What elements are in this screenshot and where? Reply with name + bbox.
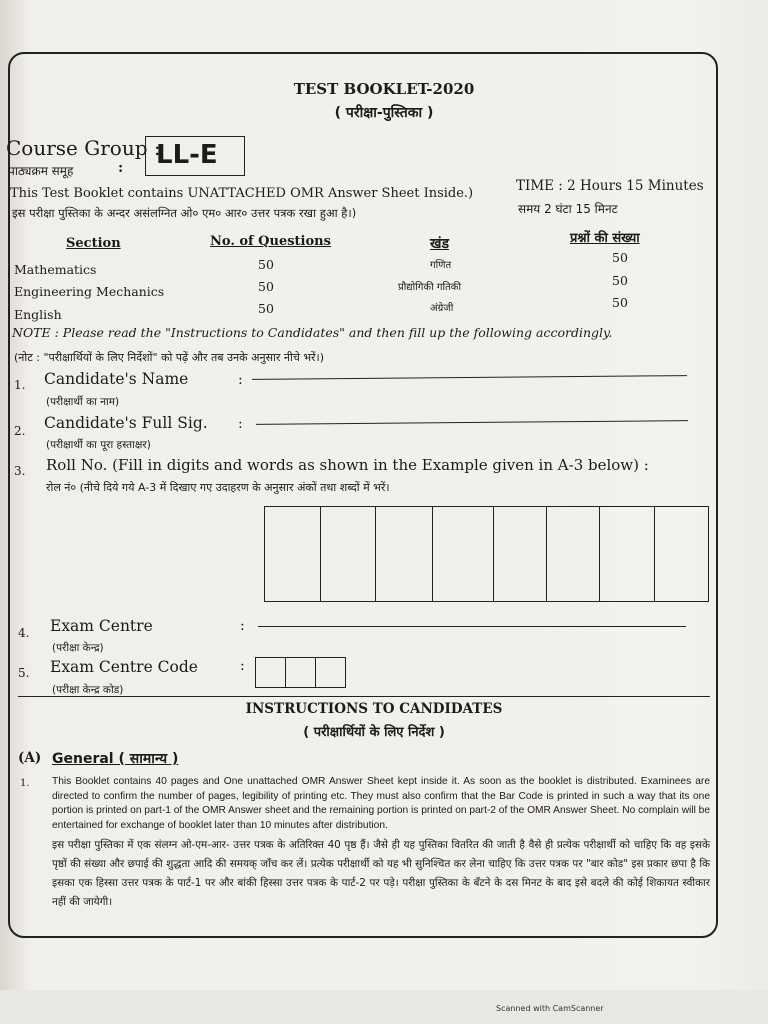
roll-number-cell[interactable] bbox=[599, 506, 655, 602]
booklet-title: TEST BOOKLET-2020 bbox=[293, 80, 475, 98]
roll-number-cell[interactable] bbox=[264, 506, 321, 602]
col-questions-hindi: प्रश्नों की संख्या bbox=[570, 231, 640, 246]
row-name: English bbox=[14, 307, 62, 322]
roll-number-cell[interactable] bbox=[654, 506, 709, 602]
roll-number-label: Roll No. (Fill in digits and words as shown in the Example given in A-3 below) : bbox=[46, 456, 649, 474]
row-name: Mathematics bbox=[14, 262, 97, 277]
exam-centre-label-hindi: (परीक्षा केन्द्र) bbox=[52, 642, 104, 654]
roll-number-label-hindi: रोल नं० (नीचे दिये गये A-3 में दिखाए गए उदाहरण के अनुसार अंकों तथा शब्दों में भरें। bbox=[46, 481, 390, 494]
row-name-hindi: अंग्रेजी bbox=[430, 303, 454, 314]
course-group-value: LL-E bbox=[156, 140, 218, 170]
omr-note: This Test Booklet contains UNATTACHED OMR Answer Sheet Inside.) bbox=[10, 186, 474, 201]
field-colon: : bbox=[240, 618, 245, 634]
row-count-hindi: 50 bbox=[612, 273, 628, 288]
exam-centre-input-line[interactable] bbox=[258, 626, 686, 627]
row-name-hindi: गणित bbox=[430, 260, 452, 271]
row-count: 50 bbox=[258, 257, 274, 272]
course-group-colon: : bbox=[118, 160, 124, 176]
exam-centre-label: Exam Centre bbox=[50, 617, 153, 635]
candidate-signature-label: Candidate's Full Sig. bbox=[44, 414, 208, 432]
row-count: 50 bbox=[258, 279, 274, 294]
field-number: 5. bbox=[18, 666, 30, 680]
exam-centre-code-cell[interactable] bbox=[315, 657, 346, 688]
row-name: Engineering Mechanics bbox=[14, 284, 165, 299]
booklet-title-hindi: ( परीक्षा-पुस्तिका ) bbox=[334, 105, 434, 121]
row-name-hindi: प्रौद्योगिकी गतिकी bbox=[398, 282, 462, 293]
note-text-hindi: (नोट : "परीक्षार्थियों के लिए निर्देशों" को पढ़ें और तब उनके अनुसार नीचे भरें।) bbox=[14, 351, 325, 364]
col-section-hindi: खंड bbox=[430, 236, 449, 252]
row-count-hindi: 50 bbox=[612, 295, 628, 310]
scanner-watermark: Scanned with CamScanner bbox=[496, 1004, 604, 1013]
field-number: 3. bbox=[14, 464, 26, 478]
general-section-label: (A) bbox=[18, 750, 42, 766]
col-section: Section bbox=[66, 236, 121, 251]
roll-number-cell[interactable] bbox=[320, 506, 376, 602]
instructions-title-hindi: ( परीक्षार्थियों के लिए निर्देश ) bbox=[303, 725, 445, 740]
exam-centre-code-label: Exam Centre Code bbox=[50, 658, 198, 676]
instruction-number: 1. bbox=[20, 778, 30, 789]
field-colon: : bbox=[238, 372, 243, 388]
col-questions: No. of Questions bbox=[210, 234, 331, 249]
instruction-1-text: This Booklet contains 40 pages and One unattached OMR Answer Sheet kept inside it. As soon as the booklet is distributed. Examinees are directed to confirm the number of pages, legibility of printing etc. They must also confirm that the Bar Code is printed in such a way that its one portion is printed on part-1 of the OMR Answer sheet and the remaining portion is printed on part-2 of the OMR Answer Sheet. No complain will be entertained for exchange of booklet later than 10 minutes after distribution. bbox=[52, 776, 710, 831]
course-group-label: Course Group : bbox=[6, 136, 161, 160]
course-group-box bbox=[145, 136, 245, 176]
field-colon: : bbox=[238, 416, 243, 432]
field-number: 1. bbox=[14, 378, 26, 392]
exam-centre-code-label-hindi: (परीक्षा केन्द्र कोड) bbox=[52, 684, 124, 696]
row-count: 50 bbox=[258, 301, 274, 316]
omr-note-hindi: इस परीक्षा पुस्तिका के अन्दर असंलग्नित ओ० एम० आर० उत्तर पत्रक रखा हुआ है।) bbox=[12, 206, 357, 220]
section-divider bbox=[18, 696, 710, 697]
time-label-hindi: समय 2 घंटा 15 मिनट bbox=[518, 202, 618, 216]
field-colon: : bbox=[240, 658, 245, 674]
roll-number-cell[interactable] bbox=[546, 506, 600, 602]
roll-number-cell[interactable] bbox=[493, 506, 547, 602]
roll-number-cell[interactable] bbox=[375, 506, 433, 602]
course-group-label-hindi: पाठ्यक्रम समूह bbox=[8, 164, 74, 178]
candidate-name-label-hindi: (परीक्षार्थी का नाम) bbox=[46, 396, 120, 408]
instructions-title: INSTRUCTIONS TO CANDIDATES bbox=[245, 701, 503, 717]
field-number: 4. bbox=[18, 626, 30, 640]
note-text: NOTE : Please read the "Instructions to Candidates" and then fill up the following accordingly. bbox=[12, 325, 613, 340]
row-count-hindi: 50 bbox=[612, 250, 628, 265]
time-label: TIME : 2 Hours 15 Minutes bbox=[516, 178, 704, 194]
general-section-title: General ( सामान्य ) bbox=[52, 751, 179, 767]
exam-centre-code-cell[interactable] bbox=[255, 657, 286, 688]
field-number: 2. bbox=[14, 424, 26, 438]
candidate-name-label: Candidate's Name bbox=[44, 370, 189, 388]
exam-centre-code-cell[interactable] bbox=[285, 657, 316, 688]
instruction-1-text-hindi: इस परीक्षा पुस्तिका में एक संलग्न ओ-एम-आर- उत्तर पत्रक के अतिरिक्त 40 पृष्ठ हैं। जैसे ही यह पुस्तिका वितरित की जाती है वैसे ही प्रत्येक परीक्षार्थी को चाहिए कि वह इसके पृष्ठों की संख्या और छपाई की शुद्धता आदि की समयक् जाँच कर लें। प्रत्येक परीक्षार्थी को यह भी सुनिश्चित कर लेना चाहिए कि उत्तर पत्रक पर "बार कोड" इस प्रकार छपा है कि इसका एक हिस्सा उत्तर पत्रक के पार्ट-1 पर और बांकी हिस्सा उत्तर पत्रक के पार्ट-2 पर पड़े। परीक्षा पुस्तिका के बँटने के दस मिनट के बाद इसे बदले की कोई शिकायत स्वीकार नहीं की जायेगी। bbox=[52, 839, 710, 908]
candidate-signature-label-hindi: (परीक्षार्थी का पूरा हस्ताक्षर) bbox=[46, 439, 151, 451]
roll-number-cell[interactable] bbox=[432, 506, 494, 602]
